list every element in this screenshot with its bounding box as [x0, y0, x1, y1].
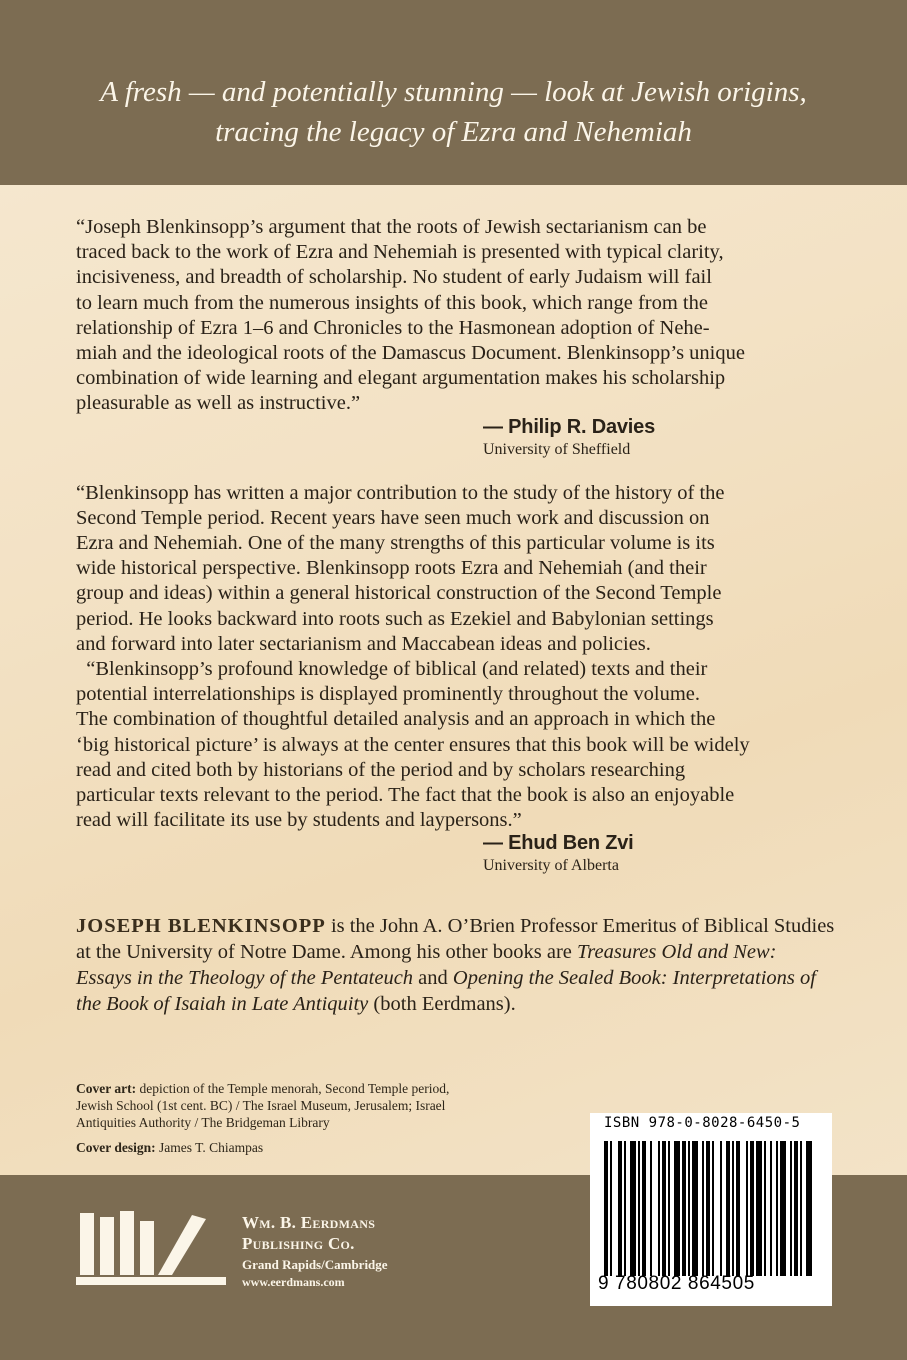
quote-line: relationship of Ezra 1–6 and Chronicles to the Hasmonean adoption of Nehe- — [76, 316, 710, 339]
isbn-label: ISBN 978-0-8028-6450-5 — [604, 1115, 801, 1131]
quote-line: “Joseph Blenkinsopp’s argument that the roots of Jewish sectarianism can be — [76, 216, 707, 238]
quote-line: “Blenkinsopp has written a major contribution to the study of the history of the — [76, 481, 725, 504]
tagline-line-1: A fresh — and potentially stunning — look at Jewish origins, — [100, 76, 807, 108]
quote-line: Second Temple period. Recent years have seen much work and discussion on — [76, 506, 710, 529]
tagline — [0, 72, 907, 152]
quote-line: miah and the ideological roots of the Damascus Document. Blenkinsopp’s unique — [76, 342, 745, 365]
quote-davies — [76, 215, 836, 461]
attribution-davies — [483, 415, 836, 461]
attribution-name: — Philip R. Davies — [483, 415, 656, 438]
quote-line: “Blenkinsopp’s profound knowledge of biblical (and related) texts and their — [86, 658, 708, 681]
attribution-name: — Ehud Ben Zvi — [483, 832, 634, 855]
quote-line: The combination of thoughtful detailed analysis and an approach in which the — [76, 708, 716, 731]
cover-art-credit — [76, 1080, 476, 1131]
bio-text: (both Eerdmans). — [368, 993, 516, 1016]
credit-text: depiction of the Temple menorah, Second Temple period, Jewish School (1st cent. BC) / The Israel Museum, Jerusalem; Israel Antiquities Authority / The Bridgeman Library — [76, 1081, 450, 1130]
quote-line: particular texts relevant to the period. The fact that the book is also an enjoyable — [76, 784, 735, 807]
publisher-url: www.eerdmans.com — [242, 1275, 345, 1289]
quote-line: potential interrelationships is displayed prominently throughout the volume. — [76, 683, 701, 706]
quote-line: to learn much from the numerous insights of this book, which range from the — [76, 291, 708, 314]
bio-text: and — [413, 967, 453, 990]
quote-line: and forward into later sectarianism and Maccabean ideas and policies. — [76, 632, 651, 655]
publisher-name: Wm. B. Eerdmans — [242, 1213, 376, 1232]
attribution-ben-zvi — [483, 831, 836, 877]
quote-ben-zvi — [76, 481, 836, 878]
publisher-location: Grand Rapids/Cambridge — [242, 1257, 388, 1272]
quote-line: ‘big historical picture’ is always at the center ensures that this book will be widely — [76, 733, 750, 756]
credit-label: Cover art: — [76, 1081, 137, 1096]
attribution-institution: University of Alberta — [483, 857, 619, 875]
quote-line: period. He looks backward into roots such as Ezekiel and Babylonian settings — [76, 607, 714, 630]
eerdmans-logo-icon — [76, 1207, 226, 1287]
quote-line: combination of wide learning and elegant argumentation makes his scholarship — [76, 367, 726, 390]
credit-label: Cover design: — [76, 1140, 156, 1155]
quote-line: group and ideas) within a general historical construction of the Second Temple — [76, 582, 722, 605]
publisher-block — [242, 1212, 388, 1290]
barcode-icon — [604, 1141, 814, 1276]
credit-text: James T. Chiampas — [155, 1140, 264, 1155]
attribution-institution: University of Sheffield — [483, 440, 631, 458]
author-bio — [76, 913, 836, 1017]
blurb-area — [76, 215, 836, 1017]
quote-line: read will facilitate its use by students and laypersons.” — [76, 809, 522, 832]
bio-book-title: Opening the Sealed Book: Interpretations of the Book of Isaiah in Late Antiquity — [76, 967, 816, 1016]
bio-text: is the John A. O’Brien Professor Emeritus of Biblical Studies at the University of Notre Dame. Among his other books are — [76, 915, 835, 964]
quote-line: wide historical perspective. Blenkinsopp roots Ezra and Nehemiah (and their — [76, 557, 707, 580]
quote-line: read and cited both by historians of the period and by scholars researching — [76, 758, 686, 781]
quote-line: Ezra and Nehemiah. One of the many strengths of this particular volume is its — [76, 532, 715, 555]
quote-line: pleasurable as well as instructive.” — [76, 392, 361, 415]
author-name: JOSEPH BLENKINSOPP — [76, 915, 326, 938]
barcode-box — [590, 1113, 832, 1306]
cover-design-credit — [76, 1139, 476, 1156]
barcode-number: 9 780802 864505 — [598, 1273, 755, 1294]
quote-line: traced back to the work of Ezra and Nehemiah is presented with typical clarity, — [76, 241, 724, 264]
cover-credits — [76, 1080, 476, 1164]
publisher-name-2: Publishing Co. — [242, 1234, 355, 1253]
quote-line: incisiveness, and breadth of scholarship. No student of early Judaism will fail — [76, 266, 712, 289]
tagline-line-2: tracing the legacy of Ezra and Nehemiah — [215, 116, 692, 148]
bio-book-title: Treasures Old and New: Essays in the Theology of the Pentateuch — [76, 941, 777, 990]
